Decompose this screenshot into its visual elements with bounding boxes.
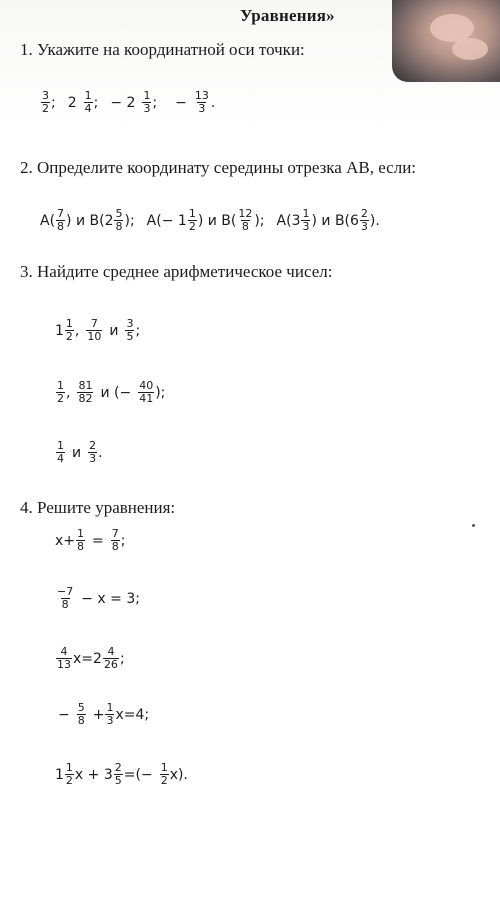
speck: [472, 524, 475, 527]
fraction: $\frac{1}{4}$: [57, 439, 64, 465]
fraction: $\frac{13}{3}$: [194, 89, 209, 115]
fraction: $\frac{-7}{8}$: [57, 585, 74, 611]
fraction: $\frac{5}{8}$: [77, 701, 85, 727]
fraction: $\frac{1}{3}$: [106, 701, 114, 727]
fraction: $\frac{2}{3}$: [360, 207, 368, 233]
fraction: $\frac{4}{13}$: [57, 645, 71, 671]
fraction: $\frac{2}{5}$: [114, 761, 122, 787]
fraction: $\frac{4}{26}$: [103, 645, 118, 671]
task-3-set-1: 1 $\frac{1}{2}$ , $\frac{7}{10}$ и $\frac{3}{5}$ ;: [55, 317, 141, 343]
equation-3: $\frac{4}{13}$ x=2 $\frac{4}{26}$ ;: [57, 645, 125, 671]
fraction: $\frac{81}{82}$: [78, 379, 93, 405]
fraction: $\frac{1}{2}$: [160, 761, 168, 787]
fraction: $\frac{1}{4}$: [84, 89, 92, 115]
fraction: $\frac{2}{3}$: [89, 439, 97, 465]
fraction: $\frac{1}{8}$: [77, 527, 85, 553]
equation-5: 1 $\frac{1}{2}$ x + 3 $\frac{2}{5}$ =(− $\frac{1}{2}$ x).: [55, 761, 188, 787]
fraction: $\frac{7}{8}$: [111, 527, 119, 553]
fraction: $\frac{1}{2}$: [65, 761, 73, 787]
task-3-set-2: $\frac{1}{2}$ , $\frac{81}{82}$ и (− $\frac{40}{41}$ );: [57, 379, 166, 405]
task-4-heading: 4. Решите уравнения:: [20, 498, 176, 517]
equation-1: x+ $\frac{1}{8}$ = $\frac{7}{8}$ ;: [55, 527, 126, 553]
fraction: $\frac{1}{3}$: [302, 207, 310, 233]
fraction: $\frac{1}{2}$: [188, 207, 196, 233]
task-1-points: $\frac{3}{2}$ ; 2 $\frac{1}{4}$ ; − 2 $\frac{1}{3}$ ; − $\frac{13}{3}$ .: [42, 89, 216, 115]
fraction: $\frac{7}{10}$: [87, 317, 102, 343]
task-3-heading: 3. Найдите среднее арифметическое чисел:: [20, 262, 333, 281]
fraction: $\frac{12}{8}$: [238, 207, 253, 233]
task-3-set-3: $\frac{1}{4}$ и $\frac{2}{3}$ .: [57, 439, 103, 465]
equation-2: $\frac{-7}{8}$ − x = 3;: [57, 585, 140, 611]
fraction: $\frac{1}{2}$: [65, 317, 73, 343]
worksheet-title: Уравнения»: [240, 6, 335, 25]
fraction: $\frac{1}{3}$: [143, 89, 151, 115]
fraction: $\frac{5}{8}$: [115, 207, 123, 233]
fraction: $\frac{7}{8}$: [57, 207, 65, 233]
fraction: $\frac{1}{2}$: [57, 379, 64, 405]
equation-4: − $\frac{5}{8}$ + $\frac{1}{3}$ x=4;: [58, 701, 150, 727]
finger-shape: [452, 38, 488, 60]
task-1-heading: 1. Укажите на координатной оси точки:: [20, 40, 305, 59]
task-2-heading: 2. Определите координату середины отрезка АВ, если:: [20, 158, 417, 177]
fraction: $\frac{3}{2}$: [42, 89, 49, 115]
fraction: $\frac{40}{41}$: [139, 379, 154, 405]
task-2-segments: A( $\frac{7}{8}$ ) и B(2 $\frac{5}{8}$ ); A(− 1 $\frac{1}{2}$ ) и B( $\frac{12}{8}$ ); A(3 $\frac{1}{3}$ ) и B(6 $\frac{2}{3}$ ).: [40, 207, 380, 233]
photo-hand-corner: [392, 0, 500, 82]
fraction: $\frac{3}{5}$: [126, 317, 134, 343]
